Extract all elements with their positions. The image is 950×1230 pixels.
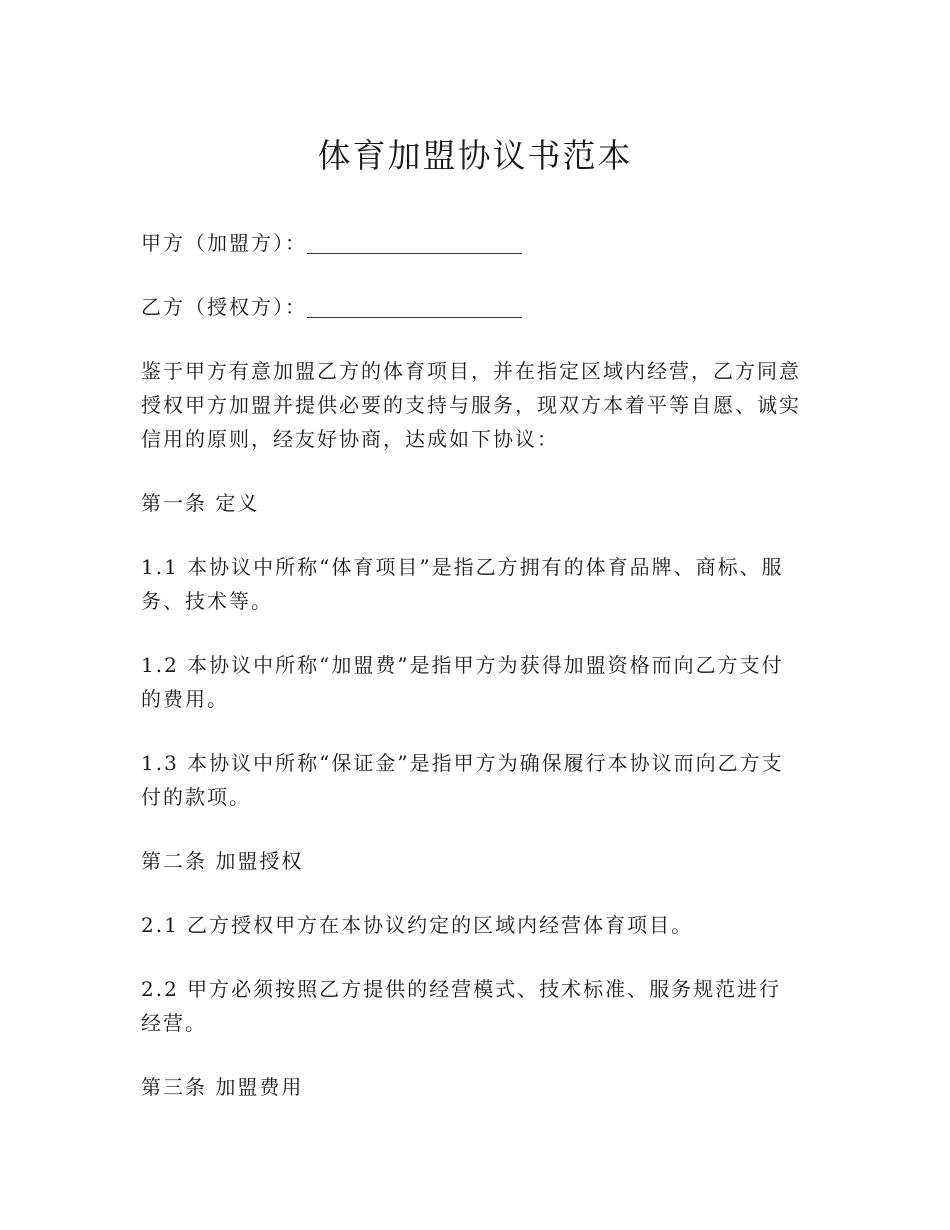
clause-2-2: 2.2 甲方必须按照乙方提供的经营模式、技术标准、服务规范进行经营。 — [141, 977, 782, 1035]
clause-1-1: 1.1 本协议中所称“体育项目”是指乙方拥有的体育品牌、商标、服务、技术等。 — [141, 555, 784, 613]
party-b-blank — [307, 295, 522, 318]
article-2-heading: 第二条 加盟授权 — [141, 849, 304, 873]
party-b-label: 乙方（授权方）： — [141, 295, 307, 319]
document-title: 体育加盟协议书范本 — [317, 136, 633, 175]
party-b-line — [141, 290, 801, 324]
preamble-paragraph: 鉴于甲方有意加盟乙方的体育项目，并在指定区域内经营，乙方同意授权甲方加盟并提供必要的支持与服务，现双方本着平等自愿、诚实信用的原则，经友好协商，达成如下协议： — [141, 359, 801, 451]
party-a-label: 甲方（加盟方）： — [141, 231, 307, 255]
clause-1-3: 1.3 本协议中所称“保证金”是指甲方为确保履行本协议而向乙方支付的款项。 — [141, 751, 784, 809]
article-3-heading: 第三条 加盟费用 — [141, 1075, 304, 1099]
document-body — [141, 226, 801, 1134]
party-a-blank — [307, 231, 522, 254]
party-a-line — [141, 226, 801, 260]
clause-2-1: 2.1 乙方授权甲方在本协议约定的区域内经营体育项目。 — [141, 913, 694, 937]
clause-1-2: 1.2 本协议中所称“加盟费”是指甲方为获得加盟资格而向乙方支付的费用。 — [141, 653, 784, 711]
article-1-heading: 第一条 定义 — [141, 491, 260, 515]
